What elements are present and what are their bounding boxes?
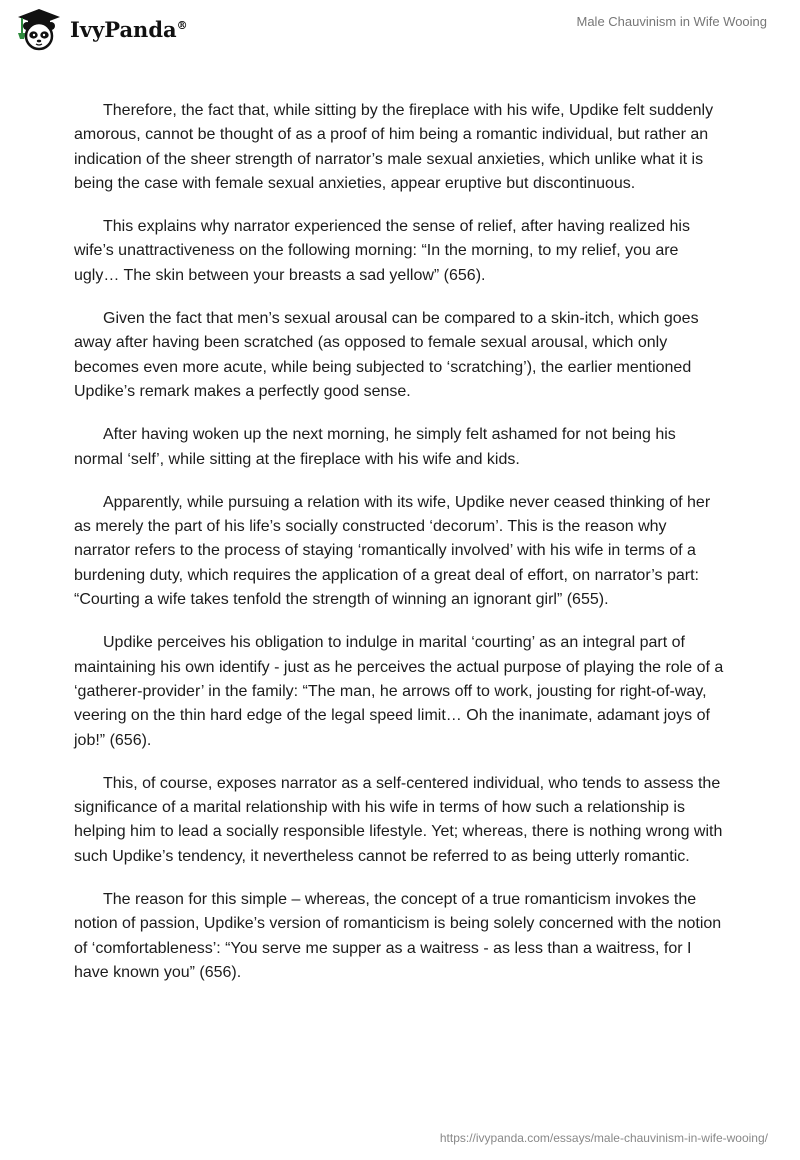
document-title: Male Chauvinism in Wife Wooing (576, 14, 767, 29)
paragraph: Therefore, the fact that, while sitting by the fireplace with his wife, Updike felt suddenly amorous, cannot be thought of as a proof of him being a romantic individual, but rather an indication of the sheer strength of narrator’s male sexual anxieties, which unlike what it is being the case with female sexual anxieties, appear eruptive but discontinuous. (74, 102, 714, 192)
paragraph: This, of course, exposes narrator as a self-centered individual, who tends to assess the significance of a marital relationship with his wife in terms of how such a relationship is helping him to lead a socially responsible lifestyle. Yet; whereas, there is nothing wrong with such Updike’s tendency, it nevertheless cannot be referred to as being utterly romantic. (74, 774, 723, 865)
paragraph: This explains why narrator experienced the sense of relief, after having realized his wife’s unattractiveness on the following morning: “In the morning, to my relief, you are ugly… The skin between your breasts a sad yellow” (656). (74, 218, 690, 284)
panda-graduate-icon (14, 7, 64, 51)
essay-body (74, 99, 724, 1004)
paragraph: Given the fact that men’s sexual arousal can be compared to a skin-itch, which goes away after having been scratched (as opposed to female sexual arousal, which only becomes even more acute, while being subjected to ‘scratching’), the earlier mentioned Updike’s remark makes a perfectly good sense. (74, 310, 699, 400)
paragraph: Updike perceives his obligation to indulge in marital ‘courting’ as an integral part of maintaining his own identify - just as he perceives the actual purpose of playing the role of a ‘gatherer-provider’ in the family: “The man, he arrows off to work, jousting for right-of-way, veering on the thin hard edge of the legal speed limit… Oh the inanimate, adamant joys of job!” (656). (74, 634, 724, 749)
source-url-link[interactable]: https://ivypanda.com/essays/male-chauvinism-in-wife-wooing/ (439, 1131, 768, 1145)
paragraph: Apparently, while pursuing a relation with its wife, Updike never ceased thinking of her as merely the part of his life’s socially constructed ‘decorum’. This is the reason why narrator refers to the process of staying ‘romantically involved’ with his wife in terms of a burdening duty, which requires the application of a great deal of effort, on narrator’s part: “Courting a wife takes tenfold the strength of winning an ignorant girl” (655). (74, 493, 711, 609)
brand-name: IvyPanda® (70, 16, 188, 42)
paragraph: After having woken up the next morning, he simply felt ashamed for not being his normal ‘self’, while sitting at the fireplace with his wife and kids. (74, 426, 676, 468)
paragraph: The reason for this simple – whereas, the concept of a true romanticism invokes the notion of passion, Updike’s version of romanticism is being solely concerned with the notion of ‘comfortableness’: “You serve me supper as a waitress - as less than a waitress, for I have known you” (656). (74, 891, 722, 981)
ivypanda-logo[interactable] (14, 7, 188, 51)
page-header (0, 0, 800, 70)
